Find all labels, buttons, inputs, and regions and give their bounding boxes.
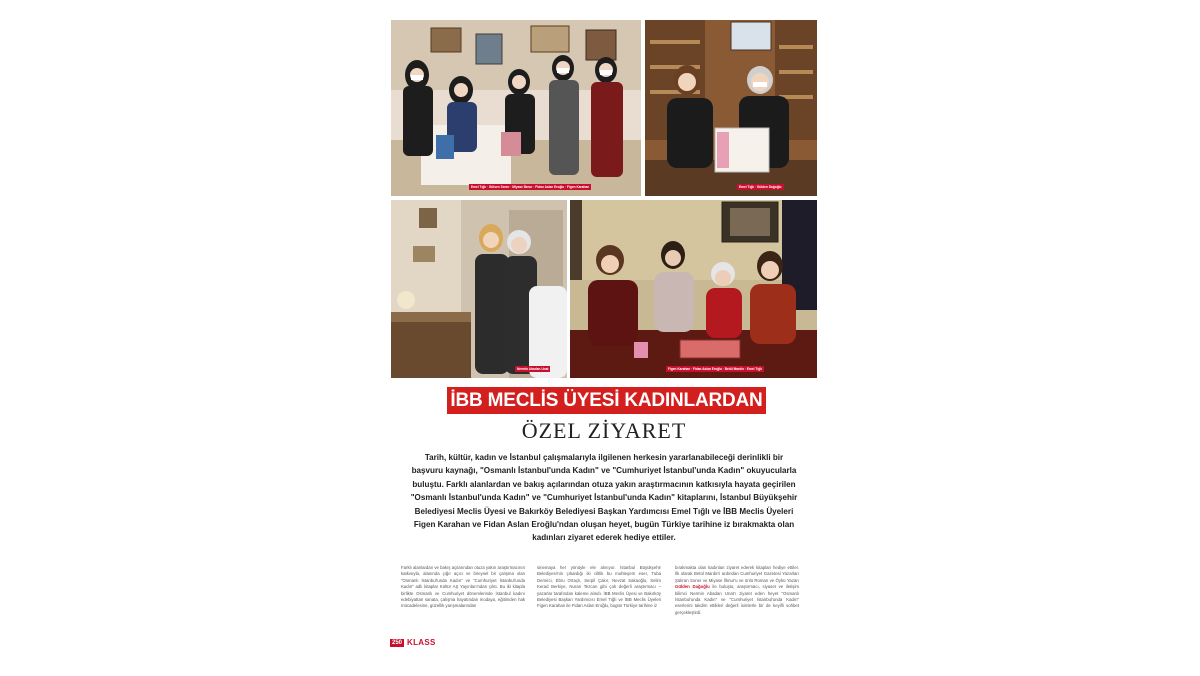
photo-tea-visit	[570, 200, 817, 378]
article-headline: İBB MECLİS ÜYESİ KADINLARDAN	[450, 389, 763, 411]
photo-caption: Emel Tığlı · Gülden Dağoğlu	[739, 185, 782, 189]
headline-banner	[447, 387, 766, 414]
photo-image	[645, 20, 817, 196]
photo-caption: Figen Karahan · Fidan Aslan Eroğlu · Betül Mardin · Emel Tığlı	[668, 367, 762, 371]
photo-group-visit-1	[391, 20, 641, 196]
magazine-name: KLASS	[407, 638, 436, 647]
page-footer	[390, 638, 436, 647]
photo-image	[391, 200, 567, 378]
photo-library-visit	[645, 20, 817, 196]
article-subheadline: ÖZEL ZİYARET	[521, 418, 687, 443]
body-column-1: Farklı alanlardan ve bakış açılarından otuza yakın araştırmacının katkısıyla, alanında çığır açıcı ve bireysel bir çalışma olan "Osmanlı İstanbul'unda Kadın" ve "Cumhuriyet İstanbul'unda Kadın" adlı kitaplar Kültür AŞ Yayınları'ndan çıktı. Bu iki kitapla birlikte Osmanlı ve Cumhuriyet dönemlerinde İstanbul kadını edebiyattan sanata, çalışma hayatından modaya, eğitimden hak mücadelesine, güzellik yarışmalarından	[401, 565, 525, 609]
photo-image	[391, 20, 641, 196]
photo-caption: Emel Tığlı · Gülsen Sener · Miyase İlknur · Fidan Aslan Eroğlu · Figen Karahan	[471, 185, 590, 189]
magazine-page	[389, 18, 819, 648]
page-number: 250	[392, 639, 403, 646]
body-text: bırakmakta olan kadınları ziyaret ederek kitapları hediye ettiler. İlk olarak Betül Mardin'i ardından Cumhuriyet Gazetesi Yazarları Şükran Soner ve Miyase İlknur'u ve ünlü Roman ve Öykü Yazarı	[675, 565, 799, 583]
body-text: ile buluştu; araştırmacı, siyaset ve iletişim bilimci Nermin Abadan Unat'ı ziyaret eden heyet "Osmanlı İstanbul'unda Kadın" ve "Cumhuriyet İstanbul'unda Kadın" eserlerini takdim ettikleri değerli isimlerle bir de keyifli sohbet gerçekleştirdi.	[675, 584, 799, 615]
highlighted-name: Gülden Dağoğlu	[675, 584, 710, 590]
photo-caption: Nermin Abadan Unat	[517, 367, 549, 371]
photo-home-visit	[391, 200, 567, 378]
body-column-3	[675, 565, 799, 616]
article-lead: Tarih, kültür, kadın ve İstanbul çalışmalarıyla ilgilenen herkesin yararlanabileceği derinlikli bir başvuru kaynağı, "Osmanlı İstanbul'unda Kadın" ve "Cumhuriyet İstanbul'unda Kadın" okuyucularla buluştu. Farklı alanlardan ve bakış açılarından otuza yakın araştırmacının katkısıyla hayata geçirilen "Osmanlı İstanbul'unda Kadın" ve "Cumhuriyet İstanbul'unda Kadın" kitaplarını, İstanbul Büyükşehir Belediyesi Meclis Üyesi ve Bakırköy Belediyesi Başkan Yardımcısı Emel Tığlı ve İBB Meclis Üyeleri Figen Karahan ve Fidan Aslan Eroğlu'ndan oluşan heyet, bugün Türkiye tarihine iz bırakmakta olan kadınları ziyaret ederek hediye ettiler.	[410, 453, 798, 543]
photo-image	[570, 200, 817, 378]
body-column-2: sinemaya her yönüyle ele alınıyor. İstanbul Büyükşehir Belediyesi'nin çıkardığı iki ciltlik bu muhteşem eser, Tuba Demirci, Ebru Ortaçlı, Serpil Çakır, Nevzat Sakaoğlu, Selim Kerad Berkiye, Nuran Tezcan gibi çok değerli araştırmacı – yazarlar tarafından kaleme alındı. İBB Meclis Üyesi ve Bakırköy Belediyesi Başkan Yardımcısı Emel Tığlı ve İBB Meclis Üyeleri Figen Karahan ile Fidan Aslan Eroğlu, bugün Türkiye tarihine iz	[537, 565, 661, 609]
